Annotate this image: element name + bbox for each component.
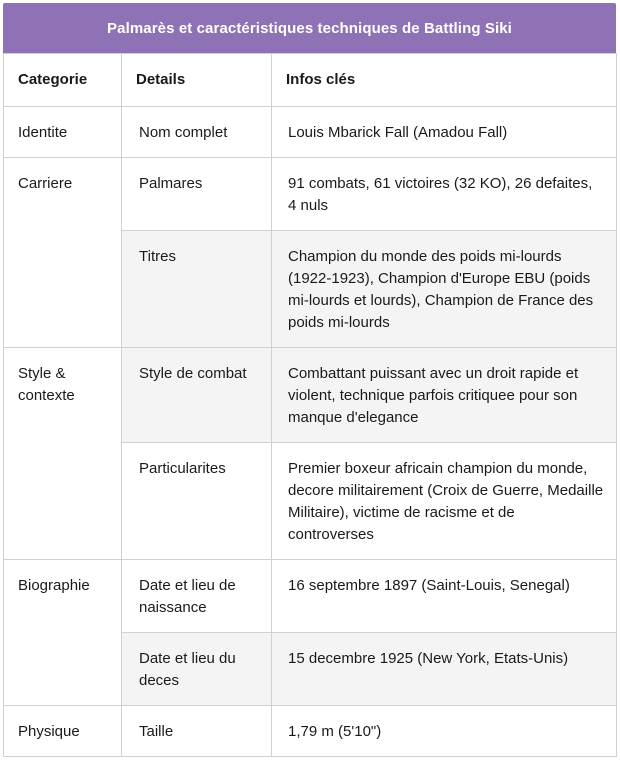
table-row-fighting-style xyxy=(4,348,617,443)
info-particularities: Premier boxeur africain champion du monde, decore militairement (Croix de Guerre, Medaille Militaire), victime de racisme et de controverses xyxy=(272,443,617,560)
category-style-context: Style & contexte xyxy=(4,348,122,560)
detail-fighting-style: Style de combat xyxy=(122,348,272,443)
info-record: 91 combats, 61 victoires (32 KO), 26 defaites, 4 nuls xyxy=(272,158,617,231)
info-birth: 16 septembre 1897 (Saint-Louis, Senegal) xyxy=(272,560,617,633)
info-full-name: Louis Mbarick Fall (Amadou Fall) xyxy=(272,107,617,158)
detail-titles: Titres xyxy=(122,231,272,348)
category-physique: Physique xyxy=(4,706,122,757)
table-row-height xyxy=(4,706,617,757)
detail-particularities: Particularites xyxy=(122,443,272,560)
category-biography: Biographie xyxy=(4,560,122,706)
category-career: Carriere xyxy=(4,158,122,348)
table-row-record xyxy=(4,158,617,231)
info-fighting-style: Combattant puissant avec un droit rapide et violent, technique parfois critiquee pour son manque d'elegance xyxy=(272,348,617,443)
info-death: 15 decembre 1925 (New York, Etats-Unis) xyxy=(272,633,617,706)
header-info: Infos clés xyxy=(272,54,617,107)
table-title: Palmarès et caractéristiques techniques de Battling Siki xyxy=(3,3,616,53)
detail-birth: Date et lieu de naissance xyxy=(122,560,272,633)
table-row-identity xyxy=(4,107,617,158)
detail-height: Taille xyxy=(122,706,272,757)
detail-full-name: Nom complet xyxy=(122,107,272,158)
table-header-row xyxy=(4,54,617,107)
table-row-birth xyxy=(4,560,617,633)
detail-death: Date et lieu du deces xyxy=(122,633,272,706)
category-identity: Identite xyxy=(4,107,122,158)
info-titles: Champion du monde des poids mi-lourds (1922-1923), Champion d'Europe EBU (poids mi-lourds et lourds), Champion de France des poids mi-lourds xyxy=(272,231,617,348)
record-table-container xyxy=(3,3,616,757)
header-details: Details xyxy=(122,54,272,107)
detail-record: Palmares xyxy=(122,158,272,231)
header-category: Categorie xyxy=(4,54,122,107)
info-height: 1,79 m (5'10") xyxy=(272,706,617,757)
record-table xyxy=(3,53,617,757)
